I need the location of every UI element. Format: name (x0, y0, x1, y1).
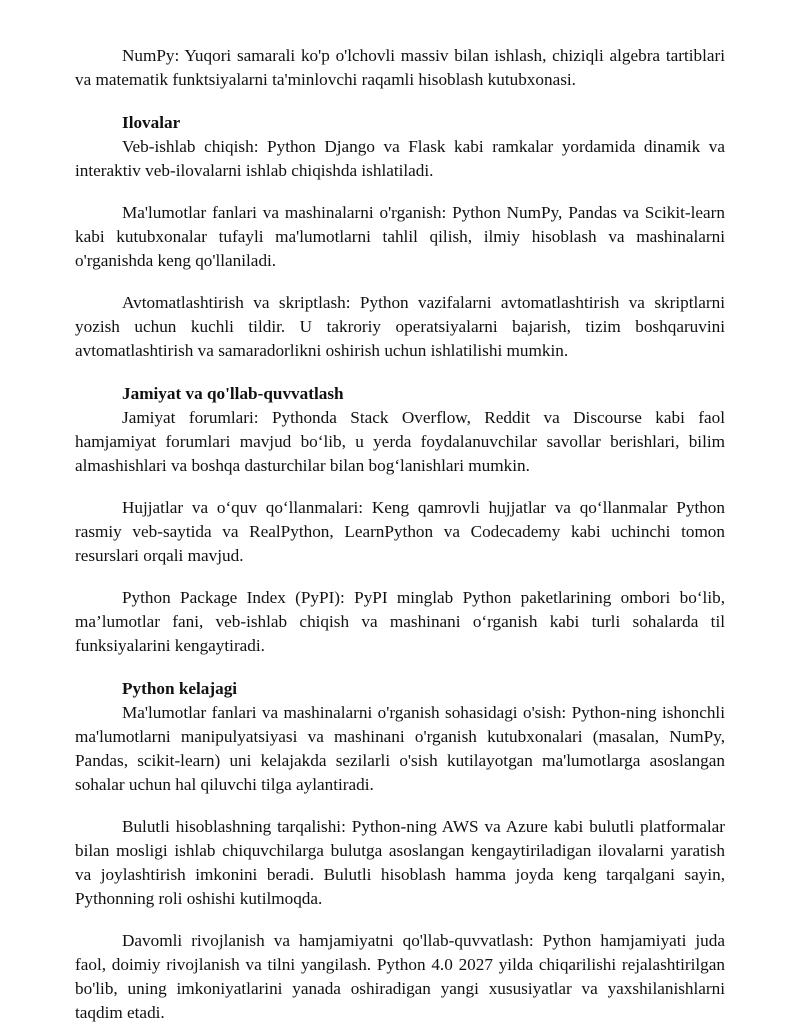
paragraph-cloud-computing: Bulutli hisoblashning tarqalishi: Python-ning AWS va Azure kabi bulutli platformalar bilan mosligi ishlab chiquvchilarga bulutga asoslangan kengaytiriladigan ilovalarni yaratish va joylashtirish imkonini beradi. Bulutli hisoblash hamma joyda keng tarqalgani sayin, Pythonning roli oshishi kutilmoqda. (75, 817, 725, 908)
section-heading-community: Jamiyat va qo'llab-quvvatlash (122, 384, 344, 403)
numpy-paragraph: NumPy: Yuqori samarali ko'p o'lchovli massiv bilan ishlash, chiziqli algebra tartiblari va matematik funktsiyalarni ta'minlovchi raqamli hisoblash kutubxonasi. (75, 46, 725, 89)
paragraph-documentation: Hujjatlar va o‘quv qo‘llanmalari: Keng qamrovli hujjatlar va qo‘llanmalar Python rasmiy veb-saytida va RealPython, LearnPython va Codecademy kabi uchinchi tomon resurslari orqali mavjud. (75, 498, 725, 565)
section-heading-future: Python kelajagi (122, 679, 238, 698)
paragraph-data-science: Ma'lumotlar fanlari va mashinalarni o'rganish: Python NumPy, Pandas va Scikit-learn kabi kutubxonalar tufayli ma'lumotlarni tahlil qilish, ilmiy hisoblash va mashinalarni o'rganishda keng qo'llaniladi. (75, 203, 725, 270)
paragraph-web-development: Veb-ishlab chiqish: Python Django va Flask kabi ramkalar yordamida dinamik va interaktiv veb-ilovalarni ishlab chiqishda ishlatiladi. (75, 137, 725, 180)
paragraph-pypi: Python Package Index (PyPI): PyPI minglab Python paketlarining ombori bo‘lib, ma’lumotlar fani, veb-ishlab chiqish va mashinani o‘rganish kabi turli sohalarda til funksiyalarini kengaytiradi. (75, 588, 725, 655)
section-heading-ilovalar: Ilovalar (122, 113, 181, 132)
paragraph-automation: Avtomatlashtirish va skriptlash: Python vazifalarni avtomatlashtirish va skriptlarni yozish uchun kuchli tildir. U takroriy operatsiyalarni bajarish, tizim boshqaruvini avtomatlashtirish va samaradorlikni oshirish uchun ishlatilishi mumkin. (75, 293, 725, 360)
paragraph-community-forums: Jamiyat forumlari: Pythonda Stack Overflow, Reddit va Discourse kabi faol hamjamiyat forumlari mavjud bo‘lib, u yerda foydalanuvchilar savollar berishlari, bilim almashishlari va boshqa dasturchilar bilan bog‘lanishlari mumkin. (75, 408, 725, 475)
paragraph-continued-development: Davomli rivojlanish va hamjamiyatni qo'llab-quvvatlash: Python hamjamiyati juda faol, doimiy rivojlanish va tilni yangilash. Python 4.0 2027 yilda chiqarilishi rejalashtirilgan bo'lib, uning imkoniyatlarini yanada oshiradigan yangi xususiyatlar va yaxshilanishlarni taqdim etadi. (75, 931, 725, 1022)
document-page (75, 44, 725, 1025)
paragraph-data-science-growth: Ma'lumotlar fanlari va mashinalarni o'rganish sohasidagi o'sish: Python-ning ishonchli ma'lumotlarni manipulyatsiyasi va mashinani o'rganish kutubxonalari (masalan, NumPy, Pandas, scikit-learn) uni kelajakda sezilarli o'sish kutilayotgan ma'lumotlarga asoslangan sohalar uchun hal qiluvchi tilga aylantiradi. (75, 703, 725, 794)
